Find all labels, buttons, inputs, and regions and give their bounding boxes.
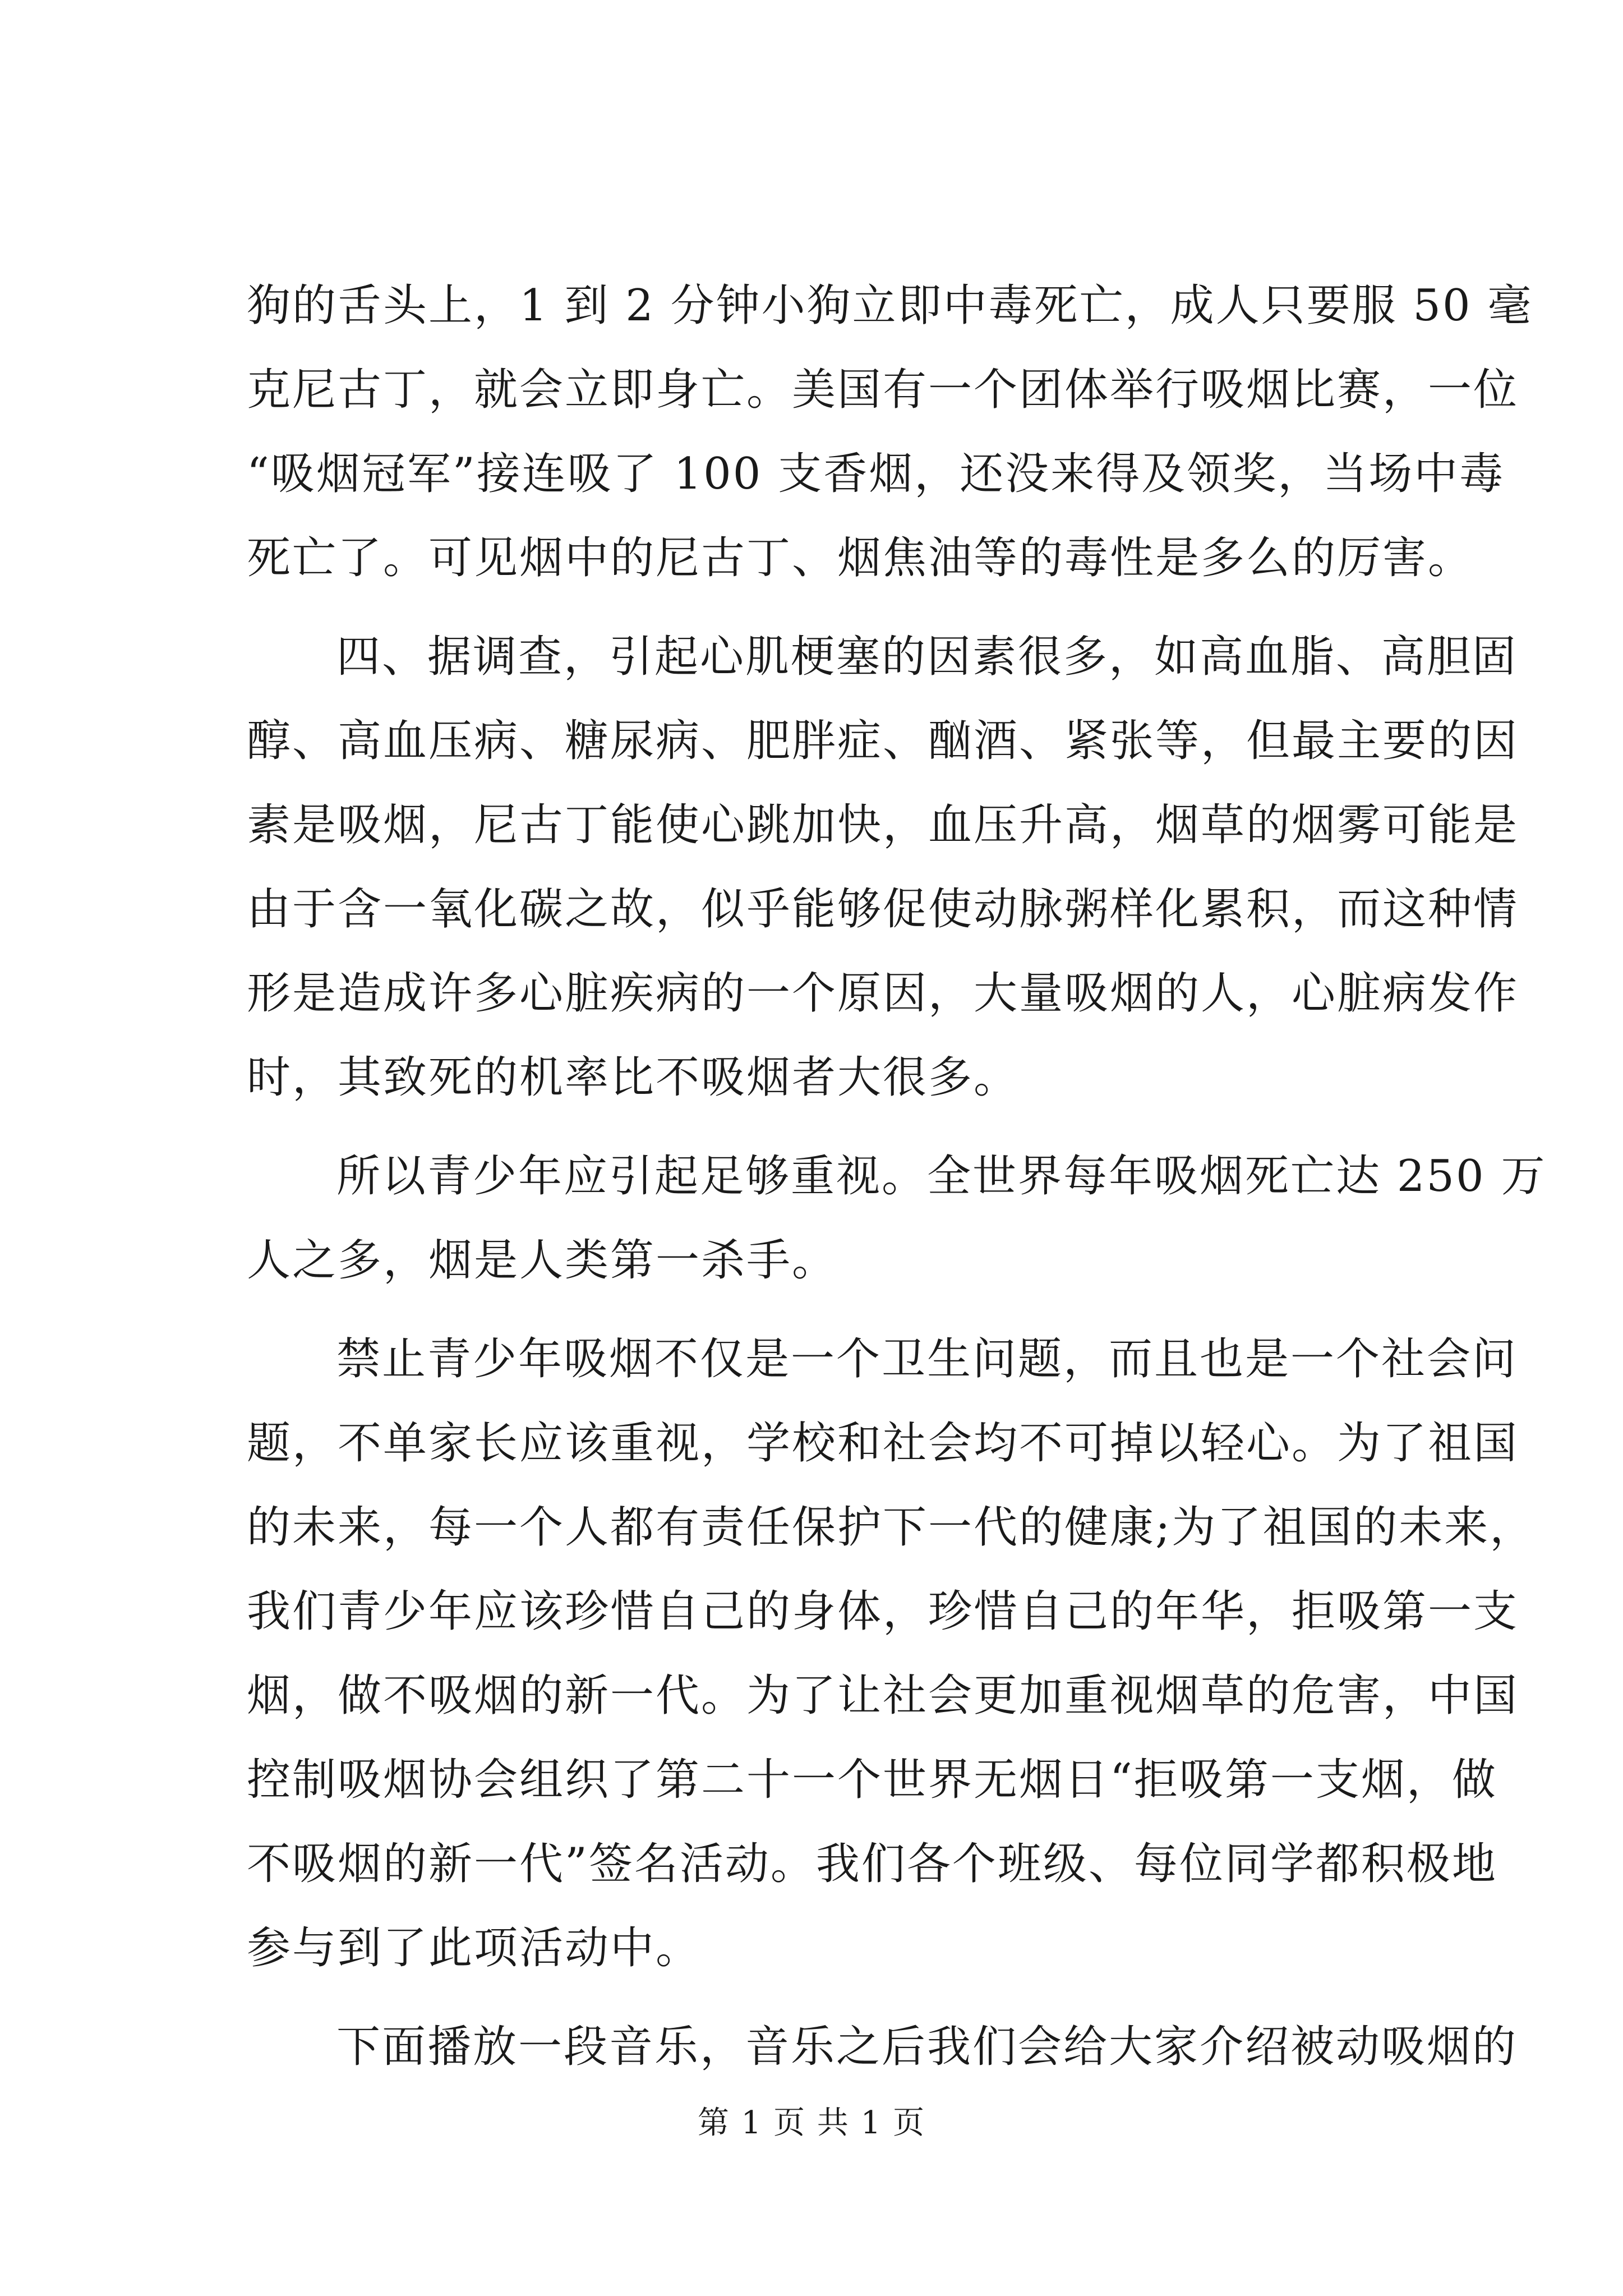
text-line: 素是吸烟，尼古丁能使心跳加快，血压升高，烟草的烟雾可能是: [247, 800, 1519, 850]
paragraph-first-line: 四、据调查，引起心肌梗塞的因素很多，如高血脂、高胆固: [336, 632, 1518, 682]
text-line: 由于含一氧化碳之故，似乎能够促使动脉粥样化累积，而这种情: [247, 884, 1519, 935]
text-line: 烟，做不吸烟的新一代。为了让社会更加重视烟草的危害，中国: [247, 1671, 1519, 1721]
text-line: 参与到了此项活动中。: [247, 1923, 702, 1973]
text-line: 题，不单家长应该重视，学校和社会均不可掉以轻心。为了祖国: [247, 1418, 1519, 1469]
text-line: 醇、高血压病、糖尿病、肥胖症、酗酒、紧张等，但最主要的因: [247, 716, 1519, 766]
text-line: 的未来，每一个人都有责任保护下一代的健康;为了祖国的未来，: [247, 1502, 1536, 1553]
paragraph-first-line: 下面播放一段音乐，音乐之后我们会给大家介绍被动吸烟的: [336, 2022, 1518, 2072]
paragraph-first-line: 所以青少年应引起足够重视。全世界每年吸烟死亡达 250 万: [336, 1151, 1547, 1202]
text-line: 形是造成许多心脏疾病的一个原因，大量吸烟的人，心脏病发作: [247, 968, 1519, 1019]
text-line: 控制吸烟协会组织了第二十一个世界无烟日“拒吸第一支烟，做: [247, 1755, 1497, 1805]
text-line: 时，其致死的机率比不吸烟者大很多。: [247, 1052, 1020, 1103]
text-line: 狗的舌头上，1 到 2 分钟小狗立即中毒死亡，成人只要服 50 毫: [247, 280, 1533, 331]
document-body: [247, 264, 1547, 2089]
text-line: 我们青少年应该珍惜自己的身体，珍惜自己的年华，拒吸第一支: [247, 1586, 1519, 1637]
text-line: 克尼古丁，就会立即身亡。美国有一个团体举行吸烟比赛，一位: [247, 365, 1519, 415]
page-footer: 第 1 页 共 1 页: [697, 2105, 926, 2141]
text-line: 不吸烟的新一代”签名活动。我们各个班级、每位同学都积极地: [247, 1839, 1497, 1889]
paragraph-first-line: 禁止青少年吸烟不仅是一个卫生问题，而且也是一个社会问: [336, 1334, 1518, 1384]
text-line: 死亡了。可见烟中的尼古丁、烟焦油等的毒性是多么的厉害。: [247, 533, 1474, 583]
text-line: 人之多，烟是人类第一杀手。: [247, 1235, 838, 1286]
text-line: “吸烟冠军”接连吸了 100 支香烟，还没来得及领奖，当场中毒: [247, 449, 1505, 499]
